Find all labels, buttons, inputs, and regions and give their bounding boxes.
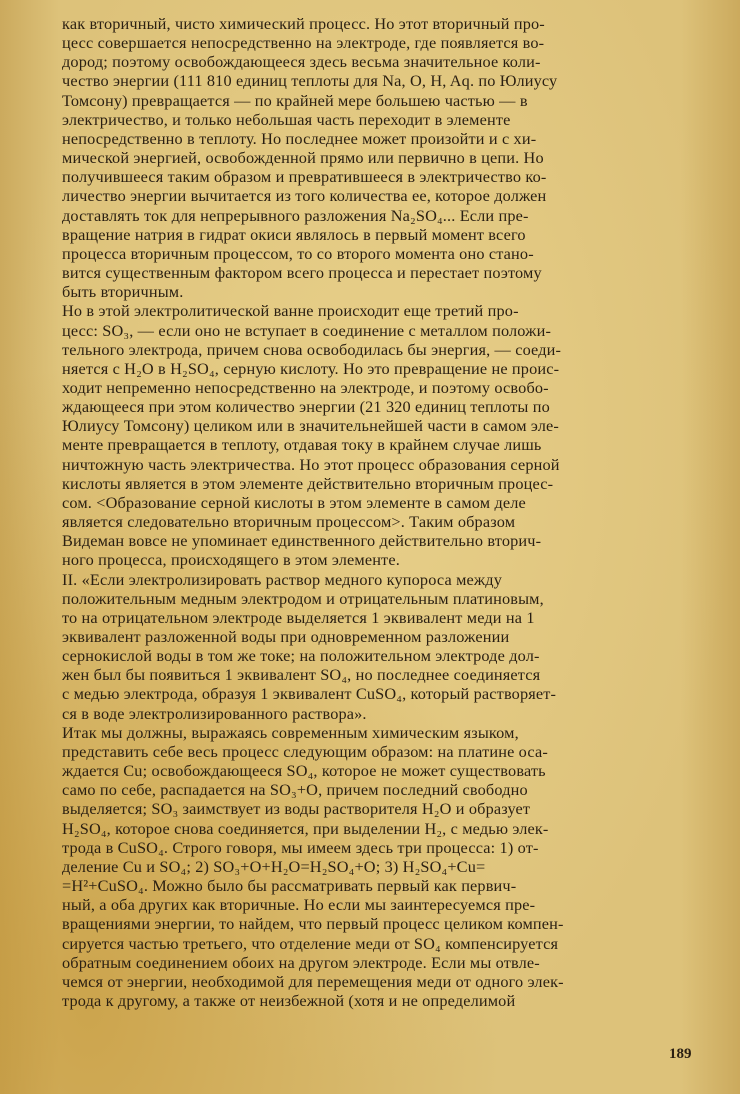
paragraph-4: Итак мы должны, выражаясь современным химическим языком, представить себе весь процесс следующим образом: на платине оса- ждается Cu; освобождающееся SO₄, которое не может существовать само по себе, распадается на SO₃+O, причем последний свободно выделяется; SO₃ заимствует из воды растворителя H₂O и образует H₂SO₄, которое снова соединяется, при выделении H₂, с медью элек- трода в CuSO₄. Строго говоря, мы имеем здесь три процесса: 1) от- деление Cu и SO₄; 2) SO₃+O+H₂O=H₂SO₄+O; 3) H₂SO₄+Cu= =H²+CuSO₄. Можно было бы рассматривать первый как первич- ный, а оба других как вторичные. Но если мы заинтересуемся пре- вращениями энергии, то найдем, что первый процесс целиком компен- сируется частью третьего, что отделение меди от SO₄ компенсируется обратным соединением обоих на другом электроде. Если мы отвле- чемся от энергии, необходимой для перемещения меди от одного элек- трода к другому, а также от неизбежной (хотя и не определимой [62,722,564,1010]
page-number: 189 [669,1046,692,1062]
paragraph-2: Но в этой электролитической ванне происходит еще третий про- цесс: SO₃, — если оно не вступает в соединение с металлом положи- тельного электрода, причем снова освободилась бы энергия, — соеди- няется с H₂O в H₂SO₄, серную кислоту. Но это превращение не проис- ходит непременно непосредственно на электроде, и поэтому освобо- ждающееся при этом количество энергии (21 320 единиц теплоты по Юлиусу Томсону) целиком или в значительнейшей части в самом эле- менте превращается в теплоту, отдавая току в крайнем случае лишь ничтожную часть электричества. Но этот процесс образования серной кислоты является в этом элементе действительно вторичным процес- сом. <Образование серной кислоты в этом элементе в самом деле является следовательно вторичным процессом>. Таким образом Видеман вовсе не упоминает единственного действительно вторич- ного процесса, происходящего в этом элементе. [62,301,562,570]
body-text [62,14,680,1010]
paragraph-1: как вторичный, чисто химический процесс. Но этот вторичный про- цесс совершается непосредственно на электроде, где появляется во- дород; поэтому освобождающееся здесь весьма значительное коли- чество энергии (111 810 единиц теплоты для Na, O, H, Aq. по Юлиусу Томсону) превращается — по крайней мере большею частью — в электричество, и только небольшая часть переходит в элементе непосредственно в теплоту. Но последнее может произойти и с хи- мической энергией, освобожденной прямо или первично в цепи. Но получившееся таким образом и превратившееся в электричество ко- личество энергии вычитается из того количества ее, которое должен доставлять ток для непрерывного разложения Na₂SO₄... Если пре- вращение натрия в гидрат окиси являлось в первый момент всего процесса вторичным процессом, то со второго момента оно стано- вится существенным фактором всего процесса и перестает поэтому быть вторичным. [62,14,558,302]
paragraph-3: II. «Если электролизировать раствор медного купороса между положительным медным электродом и отрицательным платиновым, то на отрицательном электроде выделяется 1 эквивалент меди на 1 эквивалент разложенной воды при одновременном разложении сернокислой воды в том же токе; на положительном электроде дол- жен был бы появиться 1 эквивалент SO₄, но последнее соединяется с медью электрода, образуя 1 эквивалент CuSO₄, который растворяет- ся в воде электролизированного раствора». [62,569,557,723]
